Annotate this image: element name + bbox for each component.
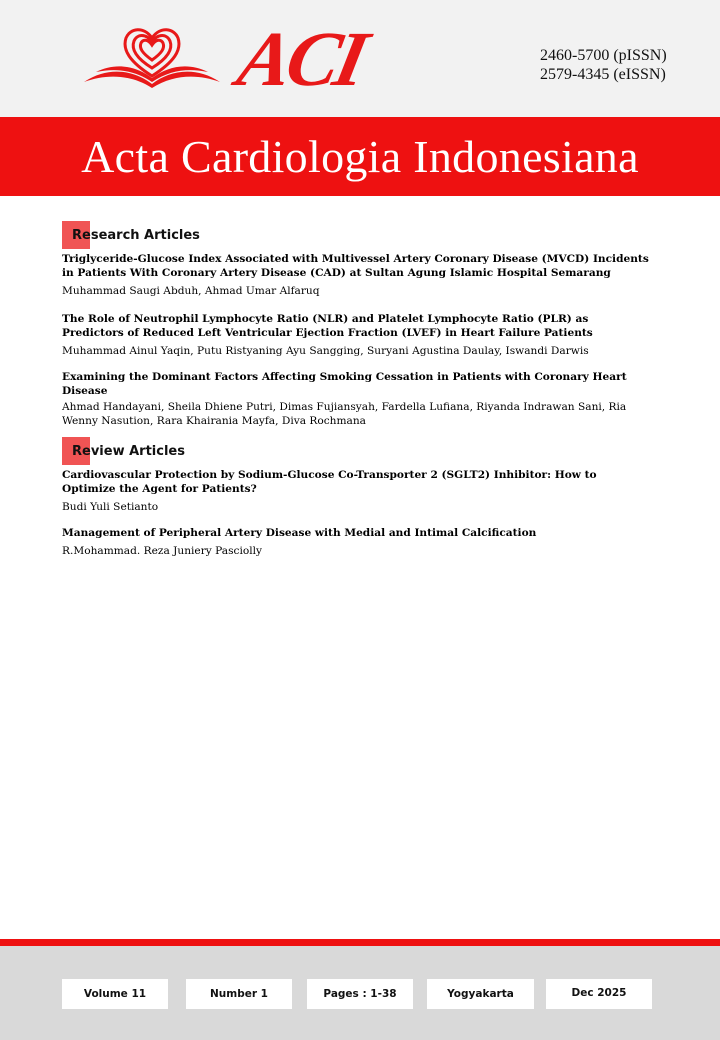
article-item[interactable] — [62, 526, 652, 558]
article-authors: Budi Yuli Setianto — [62, 501, 159, 513]
header-top — [0, 0, 720, 117]
pages-badge: Pages : 1-38 — [307, 979, 413, 1009]
article-item[interactable] — [62, 468, 652, 514]
issn-print: 2460-5700 (pISSN) — [540, 47, 667, 64]
article-item[interactable] — [62, 312, 652, 358]
title-band — [0, 117, 720, 196]
article-title[interactable]: The Role of Neutrophil Lymphocyte Ratio (NLR) and Platelet Lymphocyte Ratio (PLR) as Predictors of Reduced Left Ventricular Ejection Fraction (LVEF) in Heart Failure Patients — [62, 313, 593, 339]
city-badge: Yogyakarta — [427, 979, 534, 1009]
journal-logo-text: ACI — [230, 15, 372, 102]
footer-divider — [0, 939, 720, 946]
review-section-header — [62, 436, 652, 468]
number-badge: Number 1 — [186, 979, 292, 1009]
heart-book-logo-icon — [82, 18, 222, 90]
article-title[interactable]: Examining the Dominant Factors Affecting Smoking Cessation in Patients with Coronary Heart Disease — [62, 371, 627, 397]
article-authors: R.Mohammad. Reza Juniery Pasciolly — [62, 545, 262, 557]
issn-block — [540, 46, 667, 84]
article-item[interactable] — [62, 252, 652, 298]
date-badge: Dec 2025 — [546, 979, 652, 1009]
article-authors: Muhammad Ainul Yaqin, Putu Ristyaning Ayu Sangging, Suryani Agustina Daulay, Iswandi Darwis — [62, 345, 589, 357]
article-title[interactable]: Management of Peripheral Artery Disease with Medial and Intimal Calcification — [62, 527, 537, 539]
research-section-header — [62, 220, 652, 252]
table-of-contents — [62, 220, 652, 566]
article-authors: Muhammad Saugi Abduh, Ahmad Umar Alfaruq — [62, 285, 320, 297]
article-authors: Ahmad Handayani, Sheila Dhiene Putri, Dimas Fujiansyah, Fardella Lufiana, Riyanda Indrawan Sani, Ria Wenny Nasution, Rara Khairania Mayfa, Diva Rochmana — [62, 401, 627, 427]
volume-badge: Volume 11 — [62, 979, 168, 1009]
research-heading: Research Articles — [72, 228, 200, 243]
article-title[interactable]: Triglyceride-Glucose Index Associated with Multivessel Artery Coronary Disease (MVCD) Incidents in Patients With Coronary Artery Disease (CAD) at Sultan Agung Islamic Hospital Semarang — [62, 253, 649, 279]
article-item[interactable] — [62, 370, 652, 428]
article-title[interactable]: Cardiovascular Protection by Sodium-Glucose Co-Transporter 2 (SGLT2) Inhibitor: How to Optimize the Agent for Patients? — [62, 469, 597, 495]
review-heading: Review Articles — [72, 444, 185, 459]
journal-title: Acta Cardiologia Indonesiana — [81, 131, 639, 182]
footer — [0, 946, 720, 1040]
issn-online: 2579-4345 (eISSN) — [540, 66, 666, 83]
